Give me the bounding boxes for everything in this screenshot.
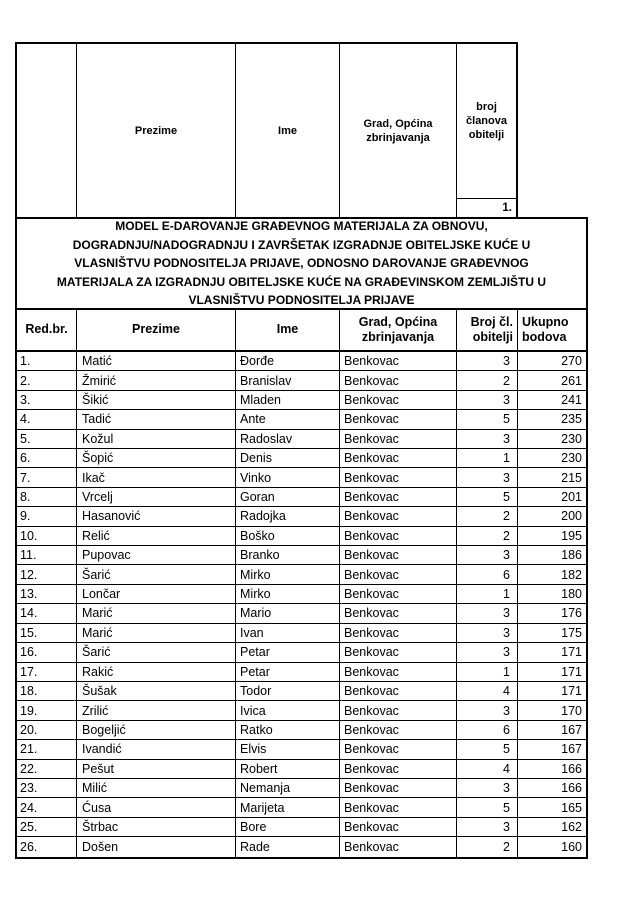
- top-header-cell-family-members: broj članova obitelji: [457, 44, 516, 199]
- table-row: [17, 488, 586, 507]
- row-ordinal: 23.: [17, 779, 77, 797]
- row-surname: Šušak: [77, 682, 236, 700]
- row-ordinal: 26.: [17, 837, 77, 856]
- table-row: [17, 604, 586, 623]
- row-points: 166: [561, 761, 582, 776]
- row-surname: Tadić: [77, 410, 236, 428]
- row-family-members: 3: [457, 352, 518, 370]
- row-firstname: Radoslav: [236, 430, 340, 448]
- row-surname: Bogeljić: [77, 721, 236, 739]
- row-firstname: Mirko: [236, 565, 340, 583]
- table-row: [17, 546, 586, 565]
- row-family-members: 5: [457, 740, 518, 758]
- results-table: [15, 310, 588, 859]
- row-family-members: 1: [457, 663, 518, 681]
- row-city: Benkovac: [340, 391, 457, 409]
- row-ordinal: 11.: [17, 546, 77, 564]
- row-ordinal: 1.: [17, 352, 77, 370]
- row-points: 186: [561, 548, 582, 563]
- row-family-members: 5: [457, 410, 518, 428]
- table-row: [17, 701, 586, 720]
- row-city: Benkovac: [340, 430, 457, 448]
- row-city: Benkovac: [340, 527, 457, 545]
- row-family-members: 2: [457, 527, 518, 545]
- row-surname: Milić: [77, 779, 236, 797]
- row-firstname: Vinko: [236, 468, 340, 486]
- row-points: 182: [561, 567, 582, 582]
- document-title: MODEL E-DAROVANJE GRAĐEVNOG MATERIJALA ZA OBNOVU, DOGRADNJU/NADOGRADNJU I ZAVRŠETAK IZGRADNJE OBITELJSKE KUĆE U VLASNIŠTVU PODNOSITELJA PRIJAVE, ODNOSNO DAROVANJE GRAĐEVNOG MATERIJALA ZA IZGRADNJU OBITELJSKE KUĆE NA GRAĐEVINSKOM ZEMLJIŠTU U VLASNIŠTVU PODNOSITELJA PRIJAVE: [15, 217, 588, 310]
- row-city: Benkovac: [340, 410, 457, 428]
- table-row: [17, 721, 586, 740]
- row-family-members: 3: [457, 546, 518, 564]
- table-row: [17, 585, 586, 604]
- row-firstname: Radojka: [236, 507, 340, 525]
- row-points: 175: [561, 625, 582, 640]
- row-family-members: 3: [457, 430, 518, 448]
- row-city: Benkovac: [340, 663, 457, 681]
- row-city: Benkovac: [340, 507, 457, 525]
- row-points: 180: [561, 587, 582, 602]
- page-number: 1.: [502, 202, 512, 214]
- table-row: [17, 468, 586, 487]
- row-family-members: 2: [457, 507, 518, 525]
- row-points: 171: [561, 684, 582, 699]
- row-firstname: Marijeta: [236, 798, 340, 816]
- top-header-table: [15, 42, 518, 217]
- row-city: Benkovac: [340, 740, 457, 758]
- row-points: 160: [561, 839, 582, 854]
- row-firstname: Mladen: [236, 391, 340, 409]
- row-city: Benkovac: [340, 468, 457, 486]
- row-surname: Šikić: [77, 391, 236, 409]
- results-table-header: [17, 310, 586, 352]
- table-row: [17, 682, 586, 701]
- row-points: 215: [561, 470, 582, 485]
- row-family-members: 3: [457, 701, 518, 719]
- row-city: Benkovac: [340, 798, 457, 816]
- row-ordinal: 21.: [17, 740, 77, 758]
- row-ordinal: 7.: [17, 468, 77, 486]
- row-ordinal: 4.: [17, 410, 77, 428]
- row-city: Benkovac: [340, 721, 457, 739]
- row-surname: Relić: [77, 527, 236, 545]
- table-row: [17, 798, 586, 817]
- row-city: Benkovac: [340, 643, 457, 661]
- row-points: 261: [561, 373, 582, 388]
- row-firstname: Mirko: [236, 585, 340, 603]
- row-family-members: 3: [457, 468, 518, 486]
- row-ordinal: 5.: [17, 430, 77, 448]
- top-header-cell-city: Grad, Općina zbrinjavanja: [340, 44, 457, 217]
- row-city: Benkovac: [340, 818, 457, 836]
- row-family-members: 6: [457, 565, 518, 583]
- row-city: Benkovac: [340, 779, 457, 797]
- row-city: Benkovac: [340, 352, 457, 370]
- row-ordinal: 15.: [17, 624, 77, 642]
- row-points: 230: [561, 431, 582, 446]
- row-points: 167: [561, 742, 582, 757]
- row-firstname: Petar: [236, 643, 340, 661]
- row-firstname: Ante: [236, 410, 340, 428]
- row-family-members: 4: [457, 760, 518, 778]
- row-points: 235: [561, 412, 582, 427]
- row-points: 165: [561, 800, 582, 815]
- row-city: Benkovac: [340, 760, 457, 778]
- row-city: Benkovac: [340, 624, 457, 642]
- row-surname: Ćusa: [77, 798, 236, 816]
- row-surname: Marić: [77, 604, 236, 622]
- column-header-surname: Prezime: [77, 310, 236, 350]
- row-city: Benkovac: [340, 546, 457, 564]
- row-surname: Lončar: [77, 585, 236, 603]
- table-row: [17, 352, 586, 371]
- row-surname: Šarić: [77, 643, 236, 661]
- row-city: Benkovac: [340, 585, 457, 603]
- row-points: 167: [561, 722, 582, 737]
- row-points: 162: [561, 819, 582, 834]
- row-firstname: Branko: [236, 546, 340, 564]
- row-points: 171: [561, 645, 582, 660]
- row-firstname: Petar: [236, 663, 340, 681]
- table-row: [17, 449, 586, 468]
- row-surname: Hasanović: [77, 507, 236, 525]
- row-family-members: 2: [457, 371, 518, 389]
- row-family-members: 5: [457, 798, 518, 816]
- table-row: [17, 371, 586, 390]
- table-row: [17, 760, 586, 779]
- results-table-body: [17, 352, 586, 857]
- row-firstname: Rade: [236, 837, 340, 856]
- row-surname: Šopić: [77, 449, 236, 467]
- row-points: 241: [561, 393, 582, 408]
- row-firstname: Elvis: [236, 740, 340, 758]
- top-header-cell-empty: [17, 44, 77, 217]
- row-firstname: Robert: [236, 760, 340, 778]
- row-surname: Vrcelj: [77, 488, 236, 506]
- row-surname: Došen: [77, 837, 236, 856]
- row-points: 270: [561, 354, 582, 369]
- row-firstname: Branislav: [236, 371, 340, 389]
- row-family-members: 6: [457, 721, 518, 739]
- row-ordinal: 24.: [17, 798, 77, 816]
- column-header-firstname: Ime: [236, 310, 340, 350]
- top-header-column-family: [457, 44, 516, 217]
- row-family-members: 1: [457, 449, 518, 467]
- row-points: 171: [561, 664, 582, 679]
- row-firstname: Ratko: [236, 721, 340, 739]
- row-ordinal: 16.: [17, 643, 77, 661]
- row-family-members: 3: [457, 624, 518, 642]
- row-firstname: Ivica: [236, 701, 340, 719]
- row-surname: Rakić: [77, 663, 236, 681]
- table-row: [17, 624, 586, 643]
- row-firstname: Bore: [236, 818, 340, 836]
- row-surname: Pešut: [77, 760, 236, 778]
- column-header-family-members: Broj čl. obitelji: [457, 310, 518, 350]
- column-header-ordinal: Red.br.: [17, 310, 77, 350]
- row-surname: Ivandić: [77, 740, 236, 758]
- row-family-members: 3: [457, 779, 518, 797]
- table-row: [17, 837, 586, 856]
- row-ordinal: 19.: [17, 701, 77, 719]
- table-row: [17, 643, 586, 662]
- column-header-city: Grad, Općina zbrinjavanja: [340, 310, 457, 350]
- row-points: 230: [561, 451, 582, 466]
- top-header-cell-firstname: Ime: [236, 44, 340, 217]
- row-city: Benkovac: [340, 682, 457, 700]
- row-firstname: Đorđe: [236, 352, 340, 370]
- row-surname: Marić: [77, 624, 236, 642]
- row-points: 166: [561, 781, 582, 796]
- table-row: [17, 565, 586, 584]
- row-ordinal: 8.: [17, 488, 77, 506]
- row-points: 201: [561, 490, 582, 505]
- row-ordinal: 13.: [17, 585, 77, 603]
- row-surname: Zrilić: [77, 701, 236, 719]
- column-header-total-points: Ukupno bodova: [522, 314, 569, 344]
- row-surname: Matić: [77, 352, 236, 370]
- row-firstname: Nemanja: [236, 779, 340, 797]
- row-surname: Ikač: [77, 468, 236, 486]
- row-firstname: Boško: [236, 527, 340, 545]
- row-ordinal: 6.: [17, 449, 77, 467]
- row-ordinal: 12.: [17, 565, 77, 583]
- row-surname: Šarić: [77, 565, 236, 583]
- row-ordinal: 14.: [17, 604, 77, 622]
- row-ordinal: 22.: [17, 760, 77, 778]
- table-row: [17, 663, 586, 682]
- row-firstname: Denis: [236, 449, 340, 467]
- row-surname: Žmirić: [77, 371, 236, 389]
- row-ordinal: 18.: [17, 682, 77, 700]
- row-ordinal: 10.: [17, 527, 77, 545]
- row-firstname: Mario: [236, 604, 340, 622]
- row-surname: Štrbac: [77, 818, 236, 836]
- row-family-members: 3: [457, 604, 518, 622]
- row-surname: Kožul: [77, 430, 236, 448]
- row-family-members: 2: [457, 837, 518, 856]
- table-row: [17, 430, 586, 449]
- row-firstname: Ivan: [236, 624, 340, 642]
- table-row: [17, 740, 586, 759]
- row-surname: Pupovac: [77, 546, 236, 564]
- table-row: [17, 391, 586, 410]
- row-family-members: 3: [457, 391, 518, 409]
- row-ordinal: 3.: [17, 391, 77, 409]
- row-city: Benkovac: [340, 701, 457, 719]
- row-city: Benkovac: [340, 488, 457, 506]
- table-row: [17, 779, 586, 798]
- row-family-members: 3: [457, 643, 518, 661]
- row-family-members: 1: [457, 585, 518, 603]
- top-header-cell-surname: Prezime: [77, 44, 236, 217]
- table-row: [17, 818, 586, 837]
- row-ordinal: 9.: [17, 507, 77, 525]
- row-points: 176: [561, 606, 582, 621]
- row-ordinal: 2.: [17, 371, 77, 389]
- row-ordinal: 17.: [17, 663, 77, 681]
- row-ordinal: 20.: [17, 721, 77, 739]
- row-city: Benkovac: [340, 449, 457, 467]
- row-family-members: 4: [457, 682, 518, 700]
- table-row: [17, 507, 586, 526]
- row-firstname: Goran: [236, 488, 340, 506]
- row-ordinal: 25.: [17, 818, 77, 836]
- row-city: Benkovac: [340, 371, 457, 389]
- row-family-members: 3: [457, 818, 518, 836]
- row-points: 200: [561, 509, 582, 524]
- row-city: Benkovac: [340, 565, 457, 583]
- row-points: 195: [561, 528, 582, 543]
- row-family-members: 5: [457, 488, 518, 506]
- row-firstname: Todor: [236, 682, 340, 700]
- row-city: Benkovac: [340, 604, 457, 622]
- table-row: [17, 410, 586, 429]
- table-row: [17, 527, 586, 546]
- row-points: 170: [561, 703, 582, 718]
- row-city: Benkovac: [340, 837, 457, 856]
